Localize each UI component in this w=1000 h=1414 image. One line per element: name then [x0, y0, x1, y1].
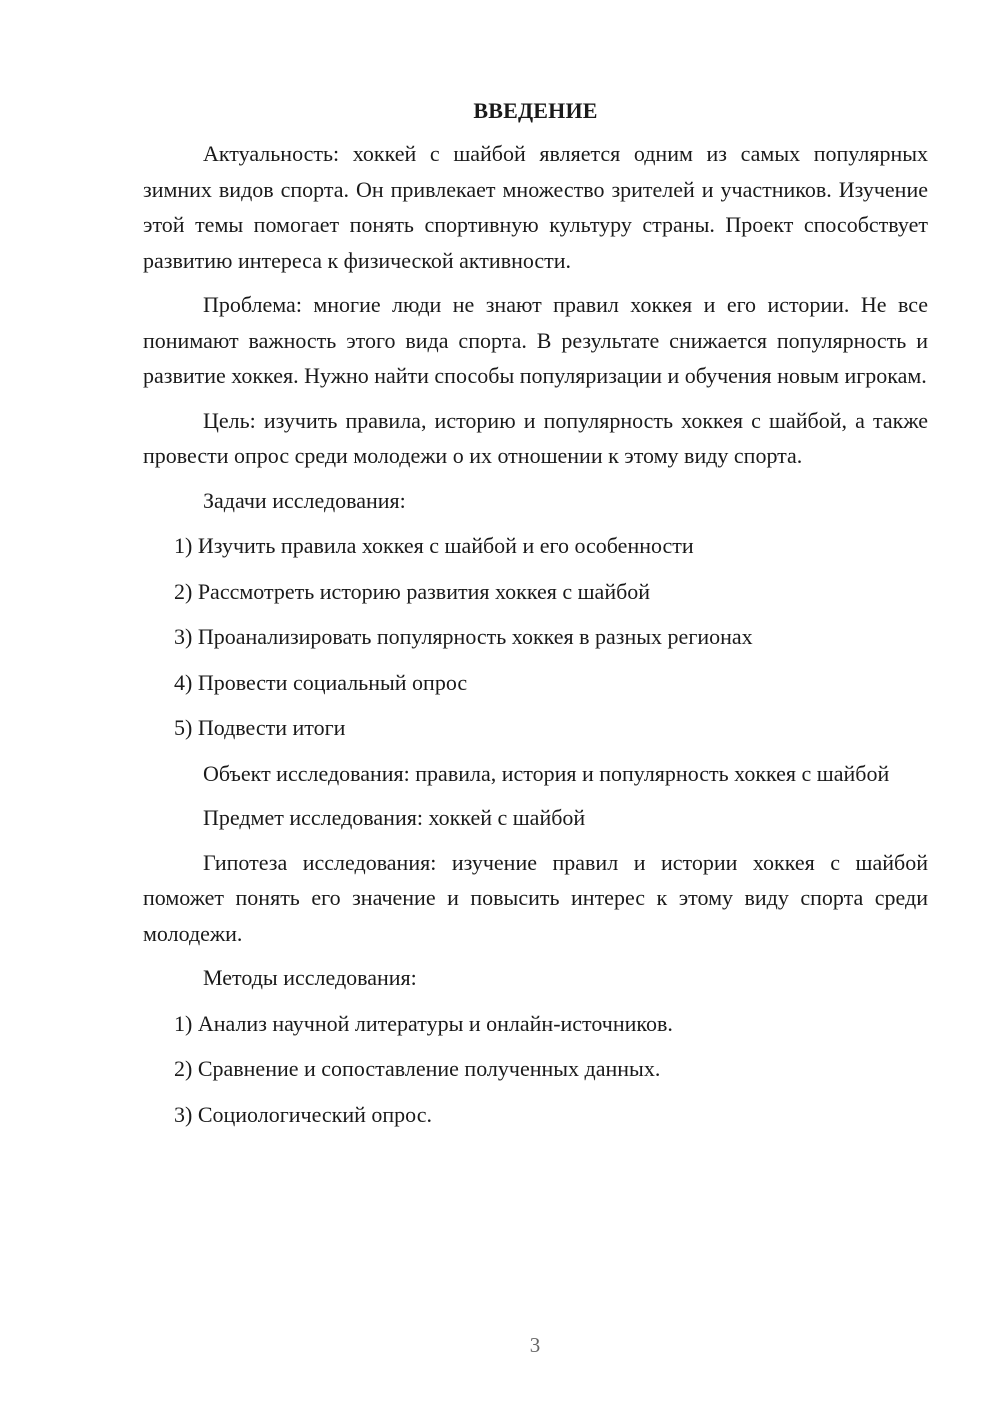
hypothesis-paragraph: Гипотеза исследования: изучение правил и истории хоккея с шайбой поможет понять его значение и повысить интерес к этому виду спорта среди молодежи. — [143, 849, 928, 946]
list-item: 3) Социологический опрос. — [174, 1101, 432, 1127]
methods-list — [143, 1006, 928, 1133]
relevance-paragraph: Актуальность: хоккей с шайбой является одним из самых популярных зимних видов спорта. Он привлекает множество зрителей и участников. Изучение этой темы помогает понять спортивную культуру страны. Проект способствует развитию интереса к физической активности. — [143, 141, 928, 273]
list-item: 1) Изучить правила хоккея с шайбой и его особенности — [174, 533, 694, 558]
tasks-list — [143, 528, 928, 746]
list-item: 5) Подвести итоги — [174, 715, 346, 740]
list-item: 2) Рассмотреть историю развития хоккея с шайбой — [174, 578, 651, 604]
list-item: 2) Сравнение и сопоставление полученных данных. — [174, 1056, 661, 1081]
tasks-heading: Задачи исследования: — [203, 487, 406, 513]
page-number: 3 — [529, 1333, 541, 1357]
problem-paragraph: Проблема: многие люди не знают правил хоккея и его истории. Не все понимают важность этого вида спорта. В результате снижается популярность и развитие хоккея. Нужно найти способы популяризации и обучения новым игрокам. — [143, 292, 928, 388]
page-title: ВВЕДЕНИЕ — [473, 98, 598, 123]
object-paragraph: Объект исследования: правила, история и популярность хоккея с шайбой — [203, 760, 890, 786]
methods-heading: Методы исследования: — [203, 965, 417, 990]
goal-paragraph: Цель: изучить правила, историю и популярность хоккея с шайбой, а также провести опрос среди молодежи о их отношении к этому виду спорта. — [143, 407, 928, 468]
list-item: 3) Проанализировать популярность хоккея в разных регионах — [174, 624, 753, 649]
list-item: 4) Провести социальный опрос — [174, 669, 468, 695]
list-item: 1) Анализ научной литературы и онлайн-источников. — [174, 1010, 673, 1036]
subject-paragraph: Предмет исследования: хоккей с шайбой — [203, 805, 586, 830]
document-page — [143, 96, 928, 1142]
